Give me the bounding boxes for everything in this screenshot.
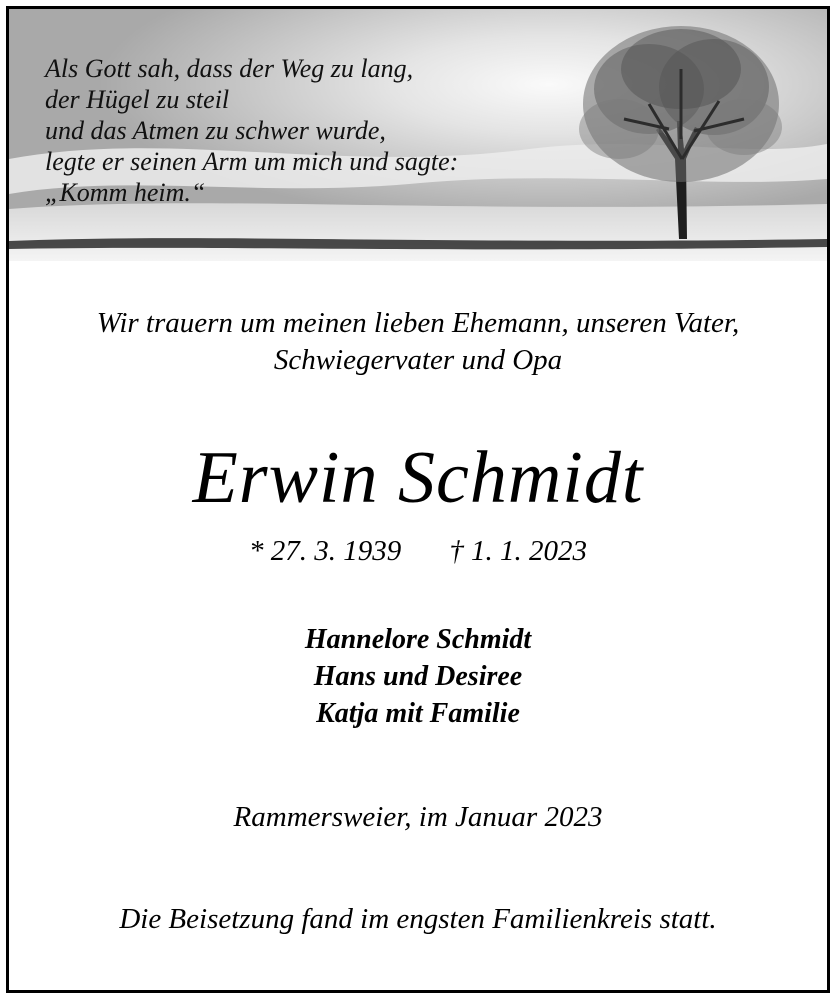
birth-date: * 27. 3. 1939 <box>249 535 402 567</box>
header-banner <box>9 9 827 261</box>
mourners-list <box>9 621 827 732</box>
mourner-name: Hannelore Schmidt <box>304 624 532 655</box>
death-date: † 1. 1. 2023 <box>449 535 587 567</box>
life-dates <box>9 533 827 569</box>
poem-line: „Komm heim.“ <box>45 178 206 207</box>
deceased-name: Erwin Schmidt <box>192 437 644 519</box>
poem-line: legte er seinen Arm um mich und sagte: <box>45 147 459 176</box>
poem-text <box>45 53 458 208</box>
intro-text <box>9 305 827 379</box>
poem-line: der Hügel zu steil <box>45 85 230 114</box>
poem-line: Als Gott sah, dass der Weg zu lang, <box>45 54 414 83</box>
mourner-name: Katja mit Familie <box>316 698 520 729</box>
obituary-notice <box>6 6 830 993</box>
intro-line: Schwiegervater und Opa <box>273 344 563 376</box>
place-date: Rammersweier, im Januar 2023 <box>233 801 603 833</box>
poem-line: und das Atmen zu schwer wurde, <box>45 116 386 145</box>
mourner-name: Hans und Desiree <box>313 661 523 692</box>
intro-line: Wir trauern um meinen lieben Ehemann, unseren Vater, <box>96 307 740 339</box>
burial-note: Die Beisetzung fand im engsten Familienkreis statt. <box>119 903 717 935</box>
